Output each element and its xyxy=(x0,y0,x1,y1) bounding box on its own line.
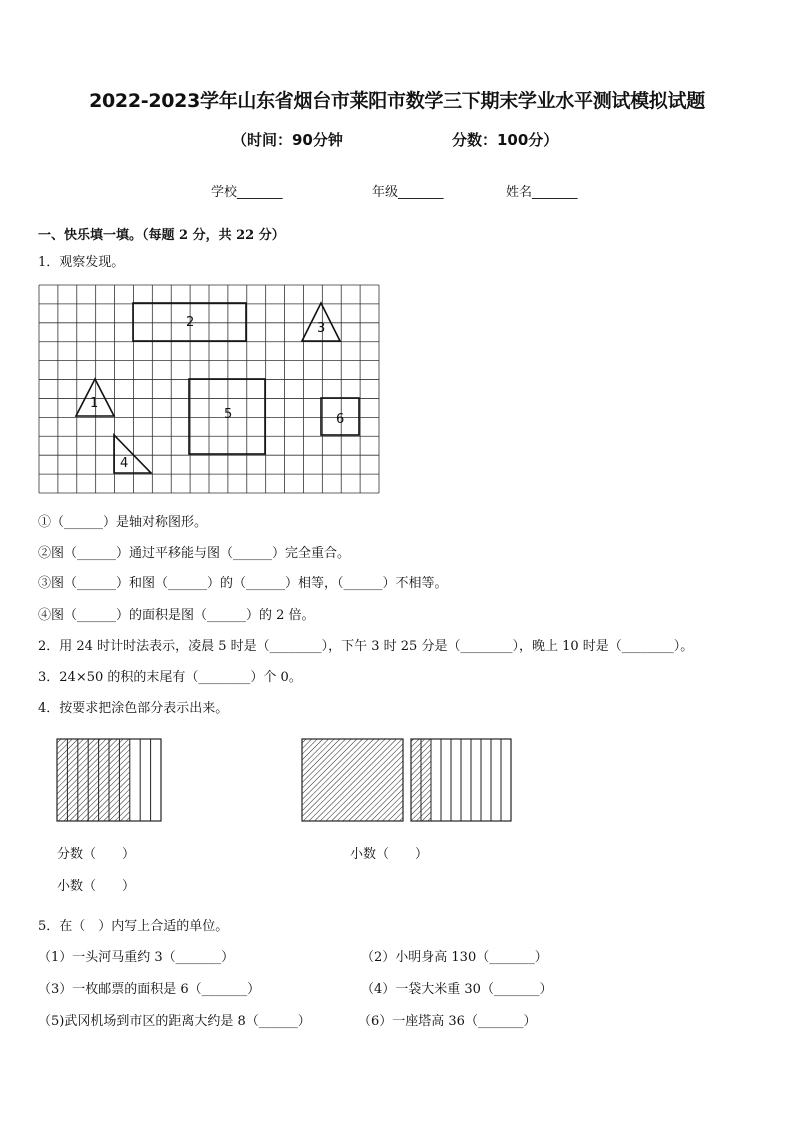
q4-left-decimal: 小数（ ） xyxy=(57,879,136,894)
q1-stem: 1．观察发现。 xyxy=(38,255,125,270)
q3-text: 3．24×50 的积的末尾有（________）个 0。 xyxy=(38,670,302,685)
q5-item-4: （4）一袋大米重 30（_______） xyxy=(361,982,553,997)
shape-label-2: 2 xyxy=(186,315,195,330)
score-label: 分数：100分） xyxy=(452,131,559,149)
q4-stem: 4．按要求把涂色部分表示出来。 xyxy=(38,701,229,716)
q5-stem: 5．在（ ）内写上合适的单位。 xyxy=(38,919,229,934)
q5-item-2: （2）小明身高 130（_______） xyxy=(361,950,548,965)
shape-label-1: 1 xyxy=(90,396,99,411)
q5-item-6: （6）一座塔高 36（_______） xyxy=(358,1014,537,1029)
school-field: 学校_______ xyxy=(211,185,283,200)
section-heading: 一、快乐填一填。（每题 2 分，共 22 分） xyxy=(38,228,285,243)
q5-item-1: （1）一头河马重约 3（_______） xyxy=(38,950,235,965)
q1-line-1: ①（______）是轴对称图形。 xyxy=(38,515,208,530)
q4-right-decimal: 小数（ ） xyxy=(350,847,429,862)
q1-line-4: ④图（______）的面积是图（______）的 2 倍。 xyxy=(38,608,315,623)
time-label: （时间：90分钟 xyxy=(232,131,343,149)
q4-left-bar-figure xyxy=(56,738,162,822)
q5-item-3: （3）一枚邮票的面积是 6（_______） xyxy=(38,982,261,997)
q4-right-figure xyxy=(301,738,513,822)
shape-label-5: 5 xyxy=(224,407,233,422)
shape-label-4: 4 xyxy=(120,456,129,471)
grade-field: 年级_______ xyxy=(372,185,444,200)
name-field: 姓名_______ xyxy=(506,185,578,200)
shape-grid-figure xyxy=(38,284,380,494)
q2-text: 2．用 24 时计时法表示，凌晨 5 时是（________），下午 3 时 25 分是（________），晚上 10 时是（________）。 xyxy=(38,639,694,654)
left-shaded-area xyxy=(57,739,130,821)
q4-left-fraction: 分数（ ） xyxy=(57,847,136,862)
shape-label-6: 6 xyxy=(336,412,345,427)
shape-label-3: 3 xyxy=(317,321,326,336)
right-whole-shaded-square xyxy=(302,739,403,821)
q1-line-2: ②图（______）通过平移能与图（______）完全重合。 xyxy=(38,546,351,561)
page-title: 2022-2023学年山东省烟台市莱阳市数学三下期末学业水平测试模拟试题 xyxy=(89,90,705,112)
q1-line-3: ③图（______）和图（______）的（______）相等，（______）不相等。 xyxy=(38,576,448,591)
q5-item-5: （5)武冈机场到市区的距离大约是 8（______） xyxy=(38,1014,311,1029)
